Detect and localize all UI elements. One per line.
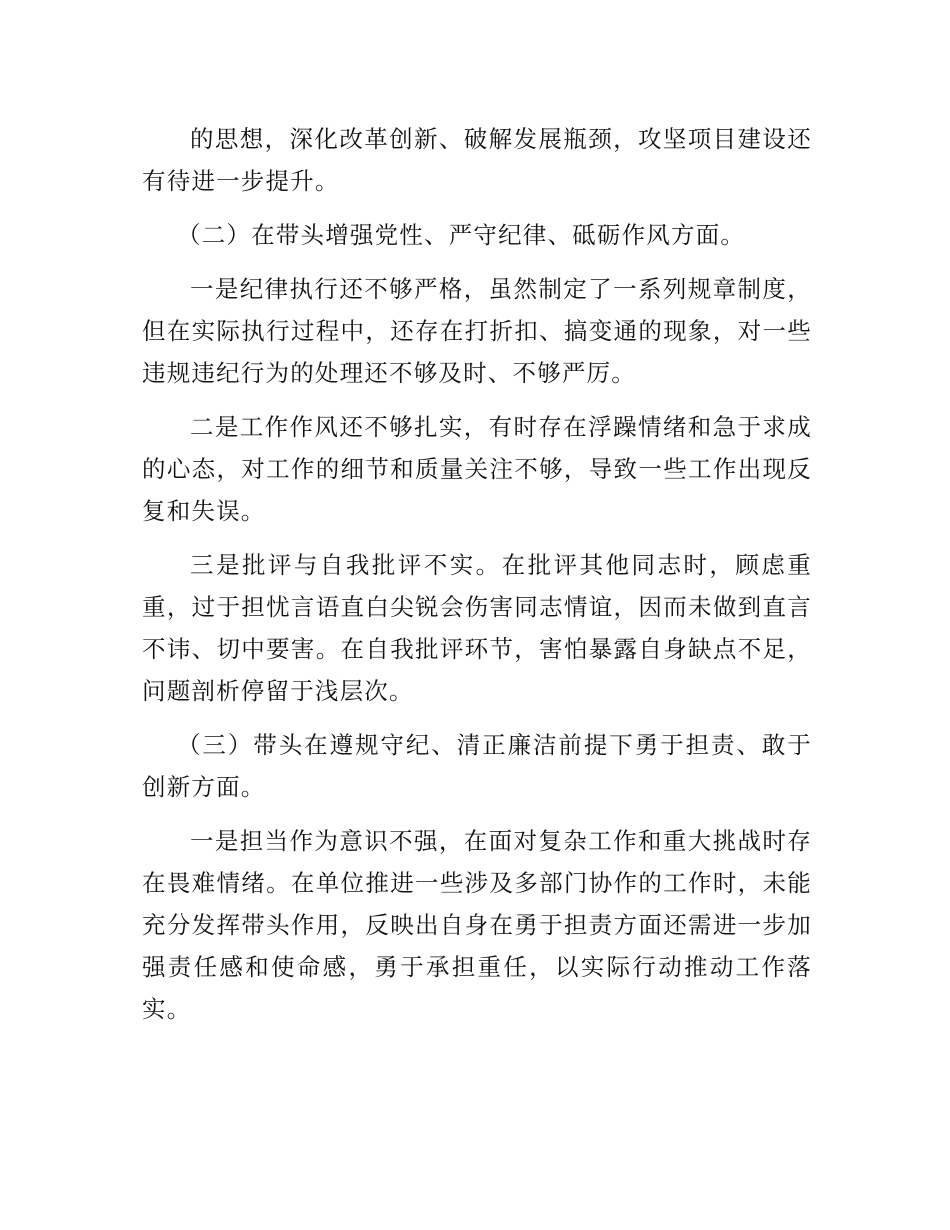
paragraph-work-style: 二是工作作风还不够扎实，有时存在浮躁情绪和急于求成的心态，对工作的细节和质量关注不够，导致一些工作出现反复和失误。 (142, 413, 812, 525)
paragraph-criticism: 三是批评与自我批评不实。在批评其他同志时，顾虑重重，过于担忧言语直白尖锐会伤害同志情谊，因而未做到直言不讳、切中要害。在自我批评环节，害怕暴露自身缺点不足，问题剖析停留于浅层次。 (142, 551, 812, 705)
section-heading-2: （二）在带头增强党性、严守纪律、砥砺作风方面。 (177, 221, 746, 249)
paragraph-discipline: 一是纪律执行还不够严格，虽然制定了一系列规章制度，但在实际执行过程中，还存在打折扣、搞变通的现象，对一些违规违纪行为的处理还不够及时、不够严厉。 (142, 275, 812, 387)
document-body (142, 118, 812, 1042)
paragraph-responsibility: 一是担当作为意识不强，在面对复杂工作和重大挑战时存在畏难情绪。在单位推进一些涉及多部门协作的工作时，未能充分发挥带头作用，反映出自身在勇于担责方面还需进一步加强责任感和使命感，勇于承担重任，以实际行动推动工作落实。 (142, 827, 812, 1023)
paragraph-continuation: 的思想，深化改革创新、破解发展瓶颈，攻坚项目建设还有待进一步提升。 (142, 125, 812, 195)
section-heading-3: （三）带头在遵规守纪、清正廉洁前提下勇于担责、敢于创新方面。 (142, 731, 812, 801)
